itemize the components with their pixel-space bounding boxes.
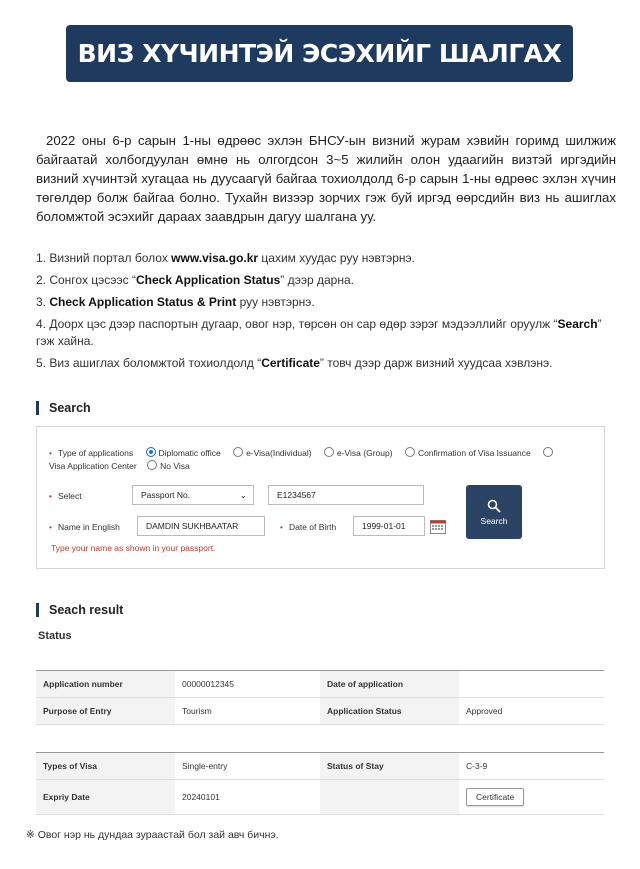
radio-selected-icon[interactable] bbox=[146, 447, 156, 457]
certificate-button[interactable]: Certificate bbox=[466, 788, 524, 806]
visa-details-table bbox=[36, 752, 604, 815]
option-evisa-individual[interactable]: e-Visa(Individual) bbox=[233, 448, 312, 458]
table-row bbox=[36, 753, 604, 780]
visa-type-value: Single-entry bbox=[175, 753, 320, 780]
radio-icon[interactable] bbox=[233, 447, 243, 457]
application-type-row bbox=[49, 447, 599, 473]
step-3: 3. Check Application Status & Print руу нэвтэрнэ. bbox=[36, 295, 315, 309]
stay-value: C-3-9 bbox=[459, 753, 604, 780]
id-type-select[interactable]: Passport No. ⌄ bbox=[132, 485, 254, 505]
search-button[interactable]: Search bbox=[466, 485, 522, 539]
search-icon bbox=[487, 499, 501, 513]
option-no-visa[interactable]: No Visa bbox=[147, 461, 190, 471]
option-visa-center-label: Visa Application Center bbox=[49, 461, 137, 471]
search-section-title: Search bbox=[36, 401, 91, 415]
option-diplomatic-office[interactable]: Diplomatic office bbox=[146, 448, 221, 458]
radio-icon[interactable] bbox=[405, 447, 415, 457]
date-label: Date of application bbox=[320, 671, 459, 698]
status-heading: Status bbox=[38, 630, 72, 642]
instruction-steps bbox=[36, 250, 616, 377]
stay-label: Status of Stay bbox=[320, 753, 459, 780]
application-status-table bbox=[36, 670, 604, 725]
app-status-value: Approved bbox=[459, 698, 604, 725]
expiry-label: Expriy Date bbox=[36, 780, 175, 815]
purpose-label: Purpose of Entry bbox=[36, 698, 175, 725]
table-row bbox=[36, 780, 604, 815]
visa-type-label: Types of Visa bbox=[36, 753, 175, 780]
expiry-value: 20240101 bbox=[175, 780, 320, 815]
step-2: 2. Сонгох цэсээс “Check Application Status” дээр дарна. bbox=[36, 273, 354, 287]
type-label: Type of applications bbox=[57, 448, 134, 458]
step-5: 5. Виз ашиглах боломжтой тохиолдолд “Certificate” товч дээр дарж визний хуудсаа хэвлэнэ. bbox=[36, 356, 553, 370]
radio-icon[interactable] bbox=[147, 460, 157, 470]
step-4: 4. Доорх цэс дээр паспортын дугаар, овог нэр, төрсөн он сар өдөр зэрэг мэдээллийг оруулж “Search” гэж хайна. bbox=[36, 317, 602, 348]
option-confirmation[interactable]: Confirmation of Visa Issuance bbox=[405, 448, 531, 458]
footnote: ※ Овог нэр нь дундаа зураастай бол зай авч бичнэ. bbox=[26, 829, 279, 841]
table-row bbox=[36, 698, 604, 725]
required-marker: • bbox=[49, 448, 52, 458]
option-evisa-group[interactable]: e-Visa (Group) bbox=[324, 448, 393, 458]
purpose-value: Tourism bbox=[175, 698, 320, 725]
passport-number-input[interactable]: E1234567 bbox=[268, 485, 424, 505]
title-banner bbox=[66, 25, 573, 82]
banner-title: ВИЗ ХҮЧИНТЭЙ ЭСЭХИЙГ ШАЛГАХ bbox=[77, 39, 562, 68]
radio-icon[interactable] bbox=[324, 447, 334, 457]
dob-label: • Date of Birth bbox=[280, 522, 337, 532]
app-number-value: 00000012345 bbox=[175, 671, 320, 698]
calendar-icon[interactable] bbox=[430, 519, 446, 534]
search-panel bbox=[36, 426, 605, 569]
name-hint: Type your name as shown in your passport. bbox=[51, 543, 216, 553]
table-row bbox=[36, 671, 604, 698]
date-value bbox=[459, 671, 604, 698]
name-row-label: • Name in English bbox=[49, 522, 120, 532]
app-status-label: Application Status bbox=[320, 698, 459, 725]
name-english-input[interactable]: DAMDIN SUKHBAATAR bbox=[137, 516, 265, 536]
select-row-label: • Select bbox=[49, 491, 82, 501]
app-number-label: Application number bbox=[36, 671, 175, 698]
chevron-down-icon: ⌄ bbox=[239, 490, 247, 500]
radio-icon[interactable] bbox=[543, 447, 553, 457]
result-section-title: Seach result bbox=[36, 603, 123, 617]
intro-paragraph: 2022 оны 6-р сарын 1-ны өдрөөс эхлэн БНСУ-ын визний журам хэвийн горимд шилжиж байгаатай холбогдуулан өмнө нь олгогдсон 3~5 жилийн олон удаагийн визтэй иргэдийн визний хүчинтэй хугацаа нь дуусаагүй байгаа тохиолдолд 6-р сарын 1-ны өдрөөс эхлэн хүчин төгөлдөр болж байгаа болно. Тухайн визээр зорчих гэж буй иргэд өөрсдийн виз нь ашиглах боломжтой эсэхийг дараах заавдрын дагуу шалгана уу. bbox=[36, 133, 616, 224]
step-1: 1. Визний портал болох www.visa.go.kr цахим хуудас руу нэвтэрнэ. bbox=[36, 251, 415, 265]
dob-input[interactable]: 1999-01-01 bbox=[353, 516, 425, 536]
